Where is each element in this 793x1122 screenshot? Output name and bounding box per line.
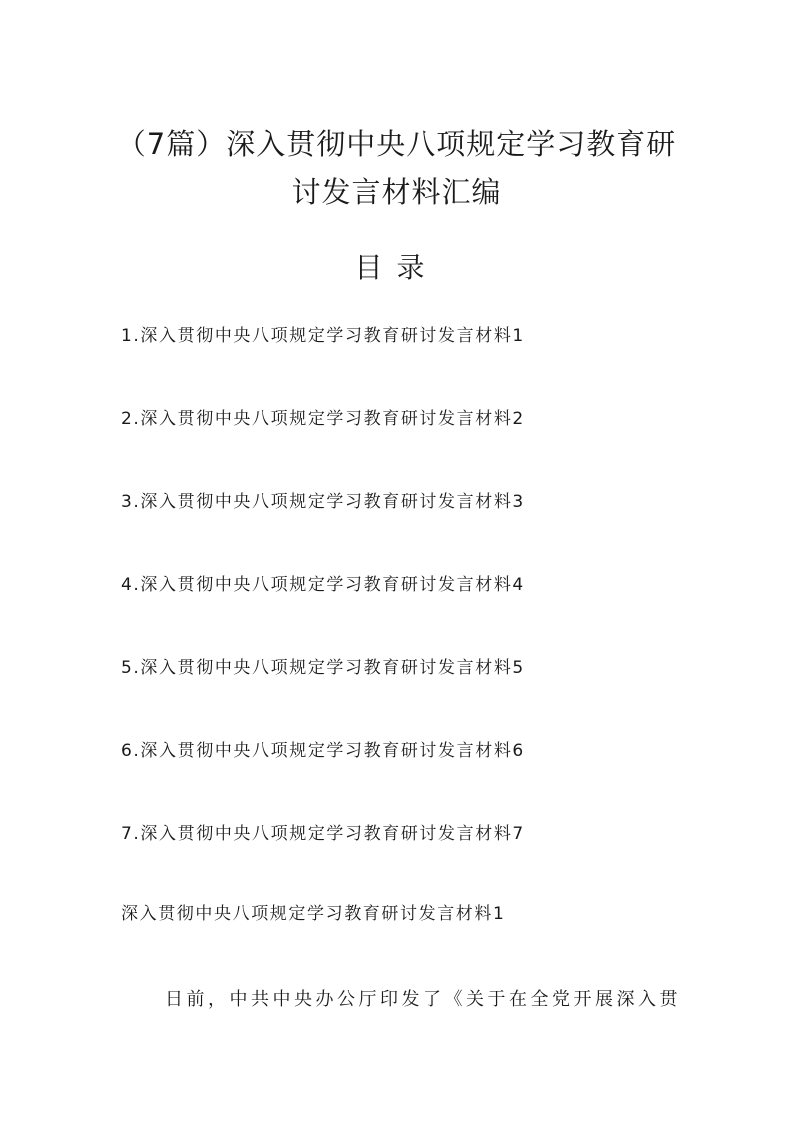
toc-item-5[interactable]: 5.深入贯彻中央八项规定学习教育研讨发言材料5 [121,658,525,678]
document-title-line-2: 讨发言材料汇编 [291,175,502,209]
toc-item-1[interactable]: 1.深入贯彻中央八项规定学习教育研讨发言材料1 [121,326,525,346]
toc-item-6[interactable]: 6.深入贯彻中央八项规定学习教育研讨发言材料6 [121,741,525,761]
table-of-contents [121,320,721,901]
body-paragraph: 日前，中共中央办公厅印发了《关于在全党开展深入贯 [165,989,681,1010]
toc-item-2[interactable]: 2.深入贯彻中央八项规定学习教育研讨发言材料2 [121,409,525,429]
toc-item-7[interactable]: 7.深入贯彻中央八项规定学习教育研讨发言材料7 [121,824,525,844]
toc-item-4[interactable]: 4.深入贯彻中央八项规定学习教育研讨发言材料4 [121,575,525,595]
section-heading: 深入贯彻中央八项规定学习教育研讨发言材料1 [121,904,506,924]
toc-item-3[interactable]: 3.深入贯彻中央八项规定学习教育研讨发言材料3 [121,492,525,512]
document-title-line-1: （7篇）深入贯彻中央八项规定学习教育研 [116,127,677,161]
table-of-contents-heading: 目录 [354,251,439,284]
